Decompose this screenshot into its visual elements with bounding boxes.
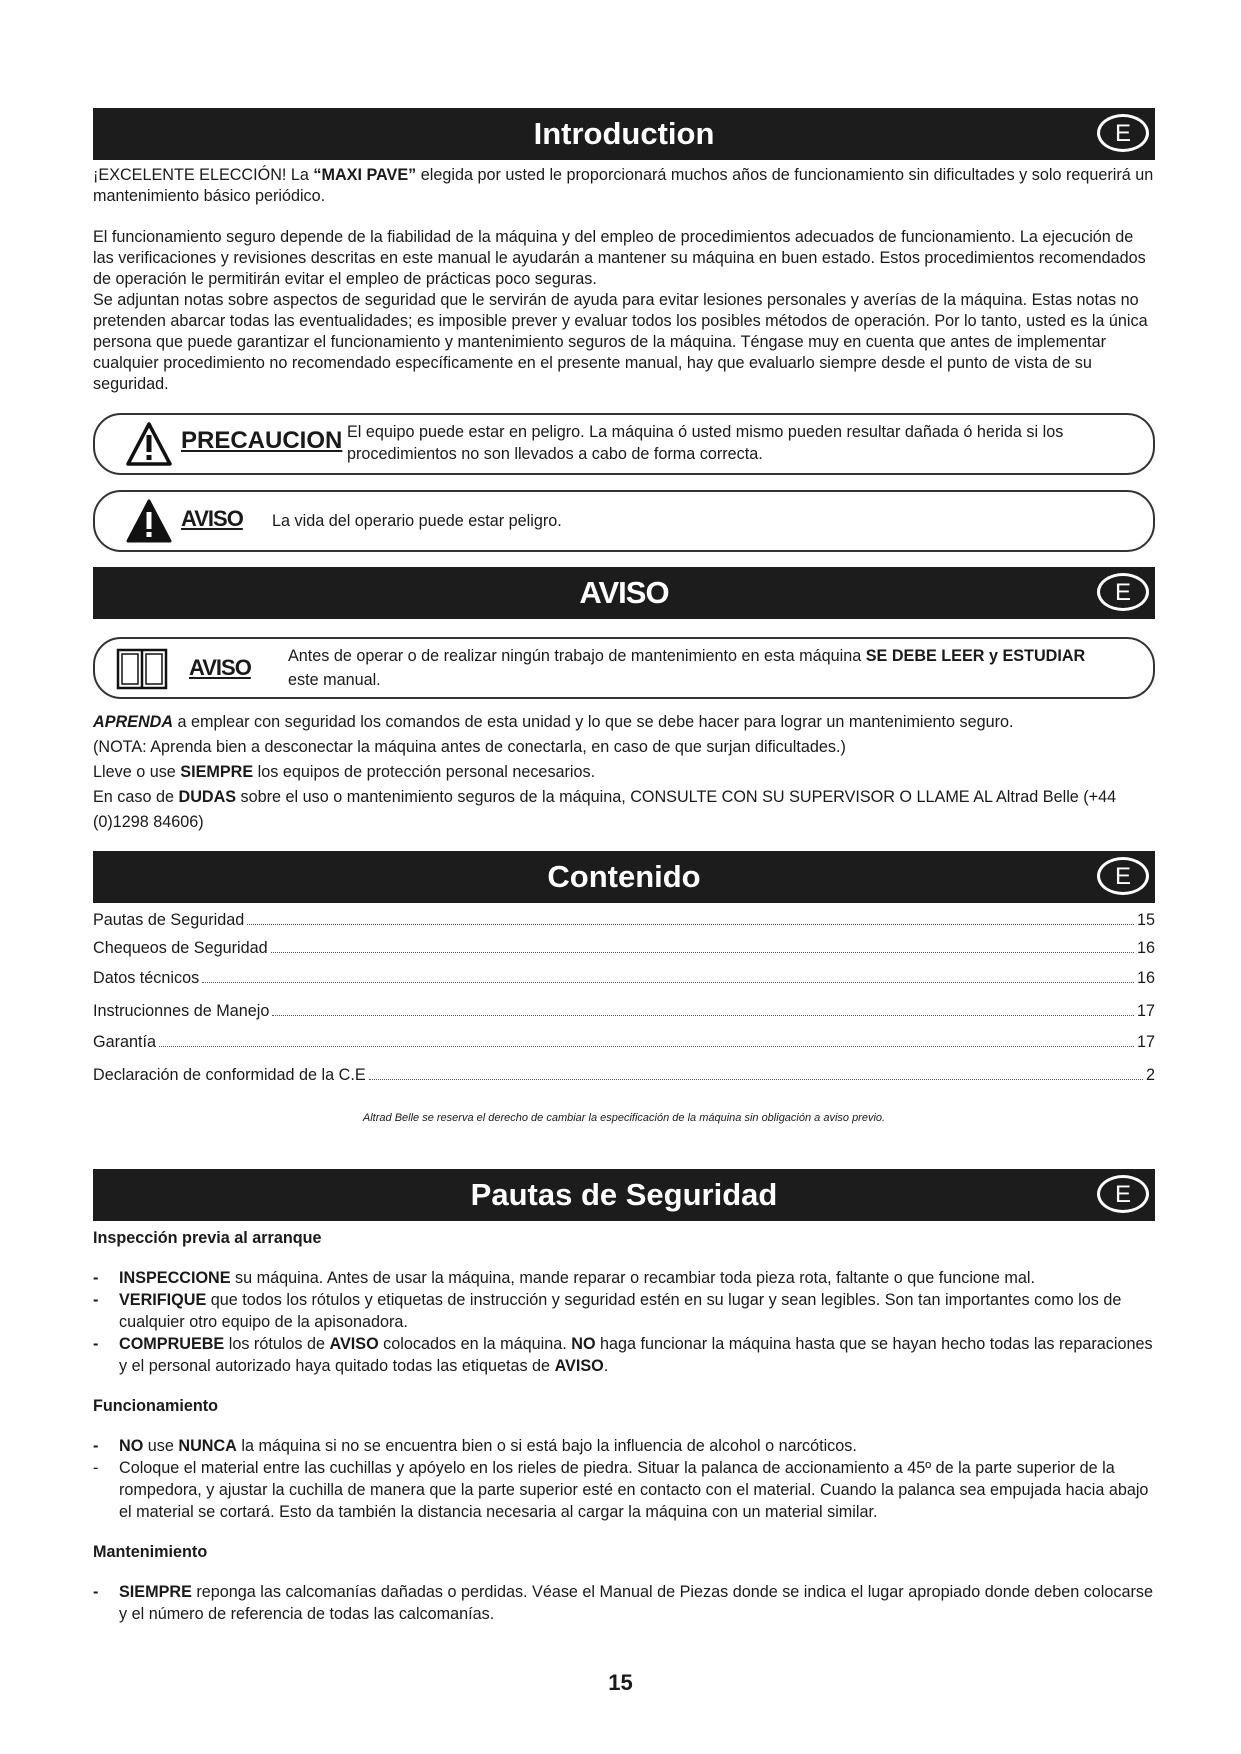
warning-triangle-icon	[125, 498, 173, 544]
section-title: Introduction	[533, 116, 715, 151]
toc-label: Datos técnicos	[93, 969, 200, 987]
toc-row	[93, 911, 1155, 930]
subheading-inspeccion: Inspección previa al arranque	[93, 1229, 322, 1247]
list-item: - COMPRUEBE los rótulos de AVISO colocados en la máquina. NO haga funcionar la máquina hasta que se hayan hecho todas las reparaciones y el personal autorizado haya quitado todas las etiquetas de AVISO.	[93, 1335, 1153, 1375]
read-manual-box	[93, 637, 1155, 699]
aviso-label: AVISO	[181, 506, 243, 531]
toc-row	[93, 1002, 1155, 1021]
subheading-mantenimiento: Mantenimiento	[93, 1543, 208, 1561]
aviso-line-2: (NOTA: Aprenda bien a desconectar la máquina antes de conectarla, en caso de que surjan dificultades.)	[93, 738, 846, 756]
toc-page: 17	[1136, 1033, 1155, 1051]
toc-label: Garantía	[93, 1033, 156, 1051]
language-badge: E	[1097, 857, 1149, 895]
toc-row	[93, 1033, 1155, 1052]
toc-label: Instrucionnes de Manejo	[93, 1002, 270, 1020]
book-icon	[115, 647, 169, 691]
aviso-instructions	[93, 710, 1155, 835]
intro-paragraph-1: ¡EXCELENTE ELECCIÓN! La “MAXI PAVE” elegida por usted le proporcionará muchos años de funcionamiento sin dificultades y solo requerirá un mantenimiento básico periódico.	[93, 166, 1154, 205]
list-item: - NO use NUNCA la máquina si no se encuentra bien o si está bajo la influencia de alcohol o narcóticos.	[93, 1437, 857, 1455]
aviso-label: AVISO	[189, 655, 251, 680]
section-title: Contenido	[547, 859, 701, 894]
toc-label: Chequeos de Seguridad	[93, 939, 268, 957]
toc-page: 17	[1136, 1002, 1155, 1020]
intro-paragraph-3: Se adjuntan notas sobre aspectos de seguridad que le servirán de ayuda para evitar lesiones personales y averías de la máquina. Estas notas no pretenden abarcar todas las eventualidades; es imposible prever y evaluar todos los posibles métodos de operación. Por lo tanto, usted es la única persona que puede garantizar el funcionamiento y mantenimiento seguros de la máquina. Téngase muy en cuenta que antes de implementar cualquier procedimiento no recomendado específicamente en el presente manual, hay que evaluarlo siempre desde el punto de vista de su seguridad.	[93, 291, 1148, 393]
list-item: - Coloque el material entre las cuchillas y apóyelo en los rieles de piedra. Situar la palanca de accionamiento a 45º de la parte superior de la rompedora, y ajustar la cuchilla de manera que la parte superior esté en contacto con el material. Cuando la palanca sea empujada hacia abajo el material se cortará. Esto da también la distancia necesaria al cargar la máquina con un material similar.	[93, 1459, 1149, 1521]
intro-text	[93, 165, 1155, 395]
subheading-funcionamiento: Funcionamiento	[93, 1397, 219, 1415]
toc-page: 2	[1145, 1066, 1155, 1084]
aviso-line-3: Lleve o use SIEMPRE los equipos de protección personal necesarios.	[93, 763, 596, 781]
caution-triangle-icon	[125, 421, 173, 467]
list-item: - SIEMPRE reponga las calcomanías dañadas o perdidas. Véase el Manual de Piezas donde se indica el lugar apropiado donde deben colocarse y el número de referencia de todas las calcomanías.	[93, 1583, 1153, 1623]
toc-label: Declaración de conformidad de la C.E	[93, 1066, 366, 1084]
disclaimer-note: Altrad Belle se reserva el derecho de cambiar la especificación de la máquina sin obligación a aviso previo.	[362, 1112, 886, 1124]
toc-row	[93, 1066, 1155, 1085]
aviso-text: La vida del operario puede estar peligro.	[272, 512, 562, 530]
section-title: AVISO	[579, 575, 669, 610]
pautas-content	[93, 1227, 1155, 1625]
language-badge: E	[1097, 114, 1149, 152]
section-header-pautas	[93, 1169, 1155, 1221]
page-number: 15	[608, 1670, 633, 1695]
read-manual-text: Antes de operar o de realizar ningún trabajo de mantenimiento en esta máquina SE DEBE LEER y ESTUDIAR este manual.	[288, 647, 1086, 689]
toc-row	[93, 939, 1155, 958]
aviso-line-1: APRENDA a emplear con seguridad los comandos de esta unidad y lo que se debe hacer para lograr un mantenimiento seguro.	[93, 713, 1014, 731]
toc-row	[93, 969, 1155, 988]
precaucion-box	[93, 413, 1155, 475]
section-header-aviso	[93, 567, 1155, 619]
toc-page: 16	[1136, 969, 1155, 987]
intro-paragraph-2: El funcionamiento seguro depende de la fiabilidad de la máquina y del empleo de procedimientos adecuados de funcionamiento. La ejecución de las verificaciones y revisiones descritas en este manual le ayudarán a mantener su máquina en buen estado. Estos procedimientos recomendados de operación le permitirán evitar el empleo de prácticas poco seguras.	[93, 228, 1146, 288]
precaucion-label: PRECAUCION	[181, 427, 343, 454]
language-badge: E	[1097, 1175, 1149, 1213]
toc-page: 15	[1136, 911, 1155, 929]
toc-page: 16	[1136, 939, 1155, 957]
section-header-introduction	[93, 108, 1155, 160]
section-header-contenido	[93, 851, 1155, 903]
list-item: - VERIFIQUE que todos los rótulos y etiquetas de instrucción y seguridad estén en su lugar y sean legibles. Son tan importantes como los de cualquier otro equipo de la apisonadora.	[93, 1291, 1122, 1331]
language-badge: E	[1097, 573, 1149, 611]
aviso-box	[93, 490, 1155, 552]
aviso-line-4: En caso de DUDAS sobre el uso o mantenimiento seguros de la máquina, CONSULTE CON SU SUPERVISOR O LLAME AL Altrad Belle (+44 (0)1298 84606)	[93, 788, 1117, 831]
precaucion-text: El equipo puede estar en peligro. La máquina ó usted mismo pueden resultar dañada ó herida si los procedimientos no son llevados a cabo de forma correcta.	[347, 423, 1064, 463]
section-title: Pautas de Seguridad	[470, 1177, 778, 1212]
list-item: - INSPECCIONE su máquina. Antes de usar la máquina, mande reparar o recambiar toda pieza rota, faltante o que funcione mal.	[93, 1269, 1036, 1287]
toc-label: Pautas de Seguridad	[93, 911, 245, 929]
